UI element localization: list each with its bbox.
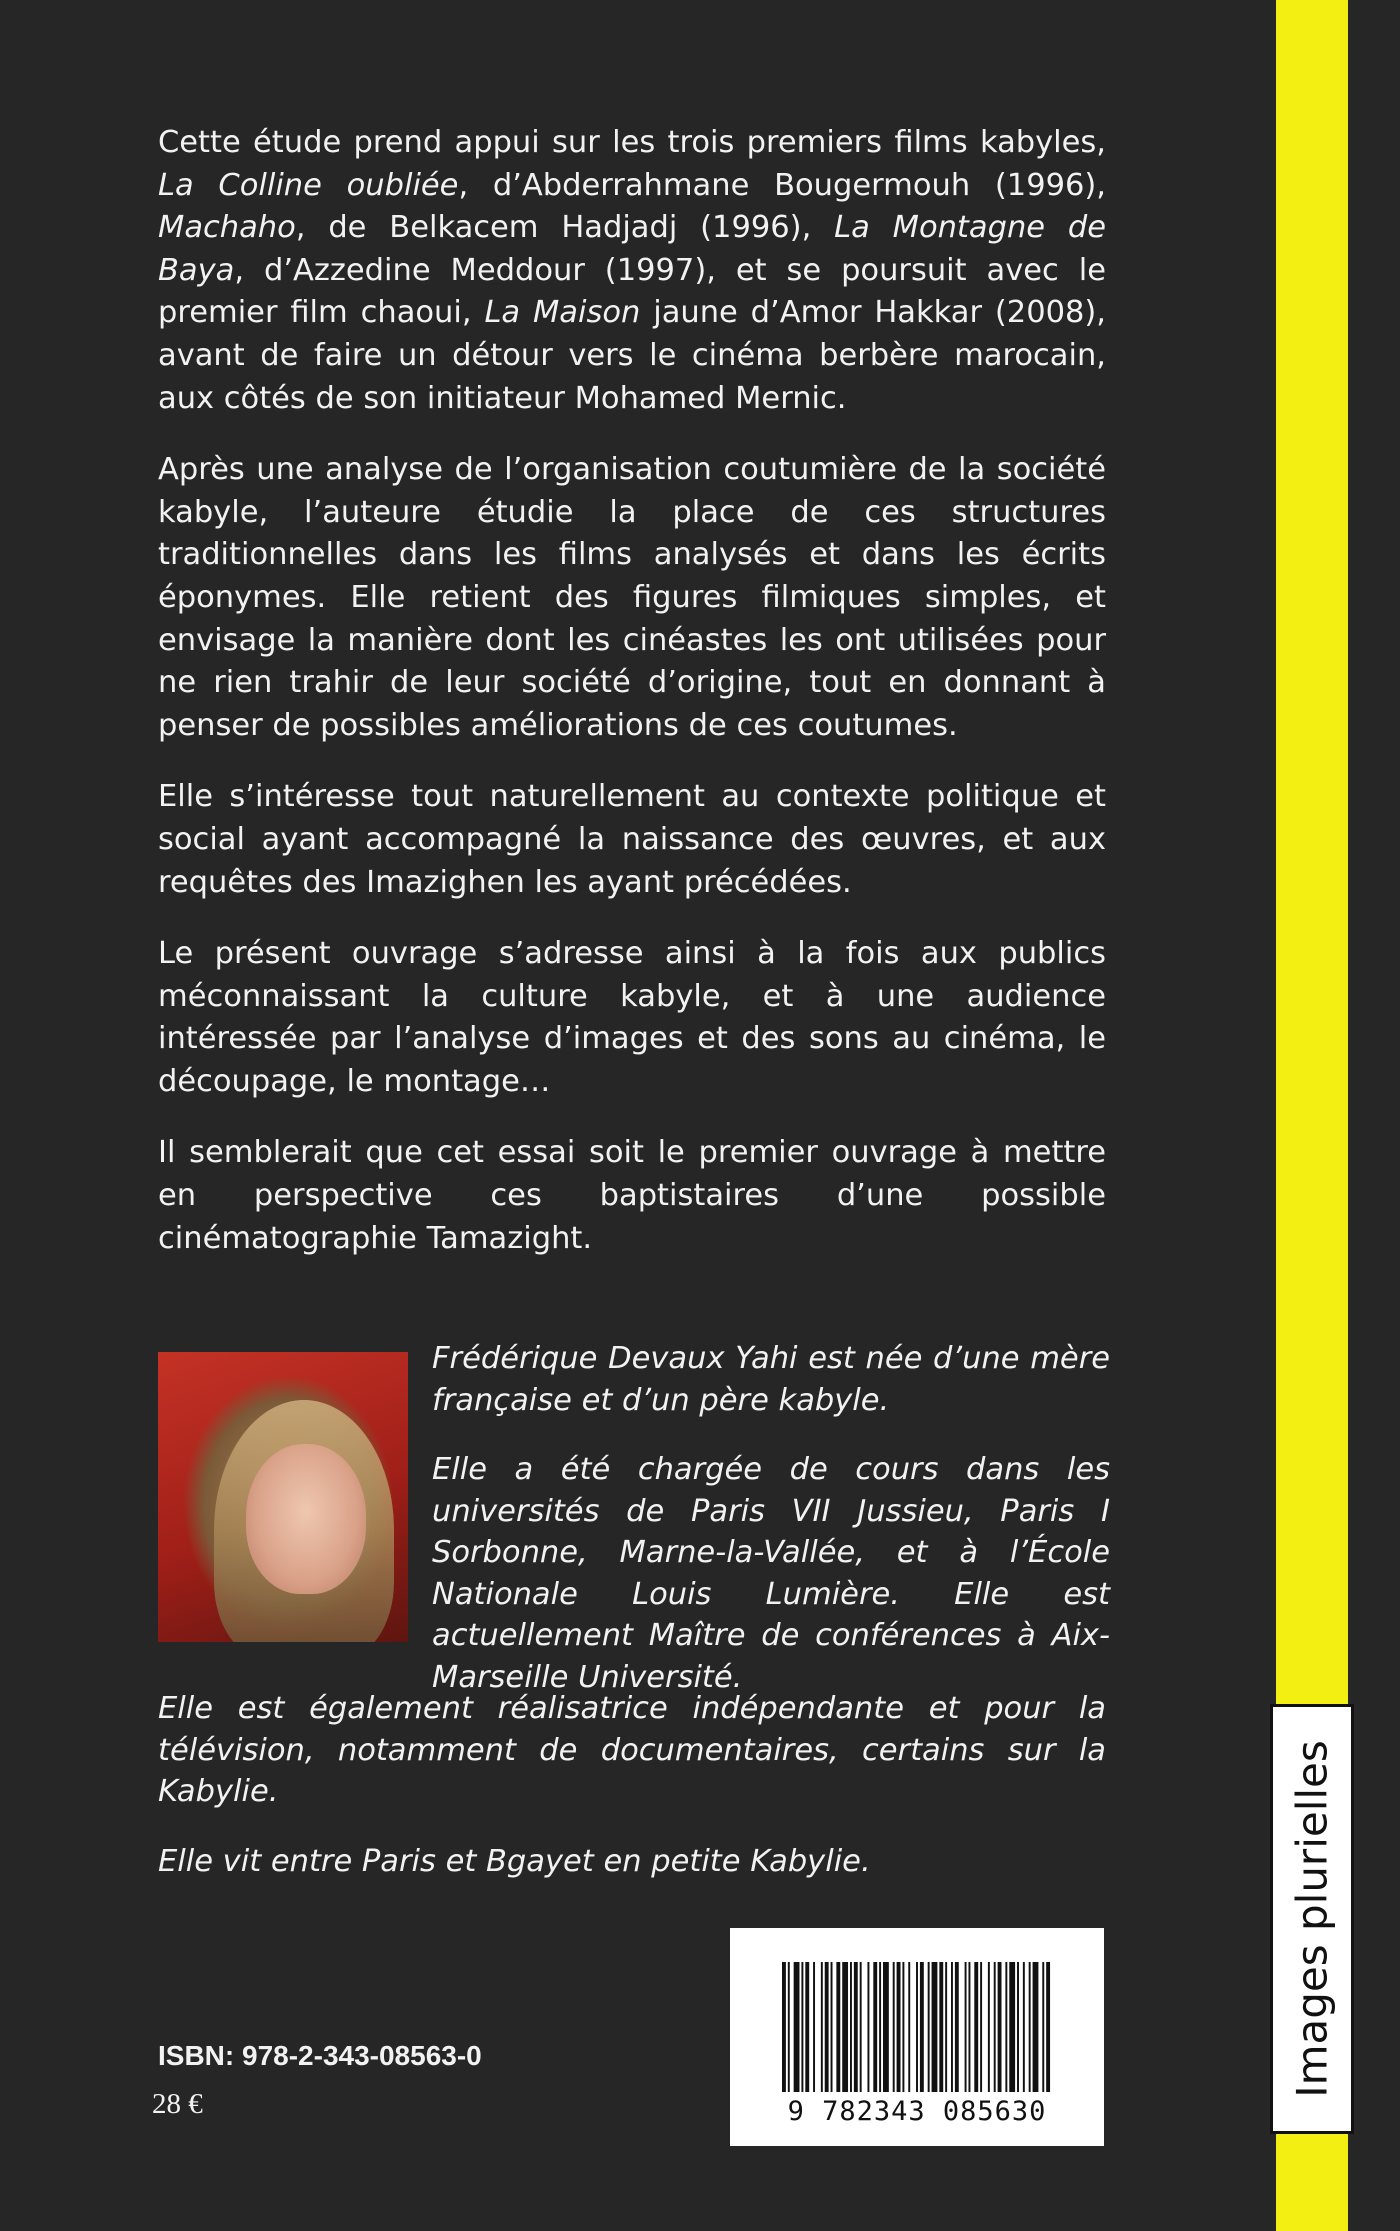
barcode-bar: [897, 1962, 901, 2092]
barcode-bar: [965, 1962, 967, 2092]
text-segment: jaune d’Amor Hakkar (2008), avant de faire un détour vers le cinéma berbère marocain, aux côtés de son initiateur Mohamed Mernic.: [158, 295, 1106, 416]
bio-paragraph-3: [158, 1688, 1106, 1813]
barcode-bar: [801, 1962, 803, 2092]
description-paragraph-3: [158, 776, 1106, 904]
barcode-bar: [836, 1962, 840, 2092]
barcode-bar: [994, 1962, 996, 2092]
text-segment: Le présent ouvrage s’adresse ainsi à la fois aux publics méconnaissant la culture kabyle, et à une audience intéressée par l’analyse d’images et des sons au cinéma, le découpage, le montage…: [158, 936, 1106, 1099]
series-label: Images plurielles: [1287, 1740, 1337, 2098]
text-segment: Après une analyse de l’organisation coutumière de la société kabyle, l’auteure étudie la place de ces structures traditionnelles dans les films analysés et dans les écrits éponymes. Elle retient des figures filmiques simples, et envisage la manière dont les cinéastes les ont utilisées pour ne rien trahir de leur société d’origine, tout en donnant à penser de possibles améliorations de ces coutumes.: [158, 452, 1106, 743]
author-photo: [158, 1352, 408, 1642]
text-segment: La Montagne de Baya: [158, 210, 1106, 288]
text-segment: r la Kabylie.: [158, 1732, 1106, 1809]
barcode-bar: [842, 1962, 848, 2092]
barcode-bar: [920, 1962, 924, 2092]
barcode-bar: [998, 1962, 1002, 2092]
barcode-bar: [1033, 1962, 1039, 2092]
text-segment: , de Belkacem Hadjadj (1996),: [295, 210, 835, 246]
description-paragraph-2: [158, 449, 1106, 747]
description-paragraph-5: [158, 1132, 1106, 1260]
text-segment: Il semblerait que cet essai soit le premier ouvrage à mettre en perspective ces baptistaires d’une possible cinématographie Tamazight.: [158, 1135, 1106, 1256]
barcode-bar: [980, 1962, 982, 2092]
barcode-bar: [782, 1962, 786, 2092]
barcode-digits: 9 782343 085630: [787, 2096, 1047, 2127]
barcode-bar: [873, 1962, 877, 2092]
barcode-bar: [850, 1962, 852, 2092]
author-photo-face: [246, 1444, 366, 1594]
barcode-bar: [831, 1962, 833, 2092]
text-segment: La Colline oubliée: [158, 167, 459, 203]
barcode-bar: [1046, 1962, 1050, 2092]
barcode-bar: [893, 1962, 895, 2092]
description-paragraph-4: [158, 933, 1106, 1103]
barcode-bar: [788, 1962, 790, 2092]
text-segment: Elle vit entre Paris et Bgayet en petite Kabylie.: [158, 1843, 871, 1879]
barcode-bar: [928, 1962, 930, 2092]
barcode-bar: [825, 1962, 829, 2092]
description-paragraph-1: [158, 122, 1106, 420]
barcode-bar: [916, 1962, 918, 2092]
barcode-bar: [951, 1962, 953, 2092]
text-segment: La Maison: [484, 295, 641, 331]
text-segment: Machaho: [158, 210, 296, 246]
barcode-bar: [945, 1962, 947, 2092]
barcode-bar: [1017, 1962, 1019, 2092]
barcode-bar: [821, 1962, 823, 2092]
bio-paragraph-2: Elle a été chargée de cours dans les universités de Paris VII Jussieu, Paris I Sorbonne, Marne-la-Vallée, et à l’École Nationale Louis Lumière. Elle est actuellement Maître de conférences à Aix-Marseille Université.: [432, 1452, 1110, 1695]
price: 28 €: [152, 2088, 203, 2120]
barcode-bar: [955, 1962, 959, 2092]
barcode-bar: [932, 1962, 938, 2092]
barcode-bar: [883, 1962, 889, 2092]
barcode-bars: [782, 1962, 1052, 2092]
barcode-bar: [1042, 1962, 1044, 2092]
barcode-bar: [939, 1962, 943, 2092]
barcode-bar: [813, 1962, 815, 2092]
barcode-bar: [1009, 1962, 1015, 2092]
barcode-bar: [974, 1962, 978, 2092]
barcode-bar: [902, 1962, 904, 2092]
barcode-bar: [1023, 1962, 1025, 2092]
text-segment: Cette étude prend appui sur les trois premiers films kabyles,: [158, 125, 1106, 160]
isbn: ISBN: 978-2-343-08563-0: [158, 2040, 482, 2071]
barcode-bar: [805, 1962, 809, 2092]
barcode: [730, 1928, 1104, 2146]
barcode-bar: [854, 1962, 858, 2092]
text-segment: Elle s’intéresse tout naturellement au contexte politique et social ayant accompagné la naissance des œuvres, et aux requêtes des Imazighen les ayant précédées.: [158, 779, 1106, 900]
text-segment: , d’Abderrahmane Bougermouh (1996),: [458, 167, 1107, 203]
bio-paragraph-1: Frédérique Devaux Yahi est née d’une mère française et d’un père kabyle.: [432, 1341, 1110, 1418]
barcode-bar: [908, 1962, 910, 2092]
author-bio-full-width: [158, 1688, 1106, 1910]
barcode-bar: [794, 1962, 800, 2092]
barcode-bar: [988, 1962, 990, 2092]
description-text: [158, 122, 1106, 1260]
barcode-bar: [1005, 1962, 1007, 2092]
text-segment: Elle est également réalisatrice indépendante et pour la télévision, notamment de documentaires, certains su: [158, 1691, 1106, 1768]
barcode-bar: [860, 1962, 862, 2092]
bio-paragraph-4: [158, 1841, 1106, 1883]
author-bio-beside-photo: [432, 1338, 1110, 1726]
barcode-bar: [968, 1962, 970, 2092]
text-segment: , d’Azzedine Meddour (1997), et se poursuit avec le premier film chaoui,: [158, 252, 1106, 331]
barcode-bar: [867, 1962, 869, 2092]
barcode-bar: [1029, 1962, 1031, 2092]
series-label-box: [1270, 1704, 1354, 2134]
barcode-bar: [879, 1962, 881, 2092]
